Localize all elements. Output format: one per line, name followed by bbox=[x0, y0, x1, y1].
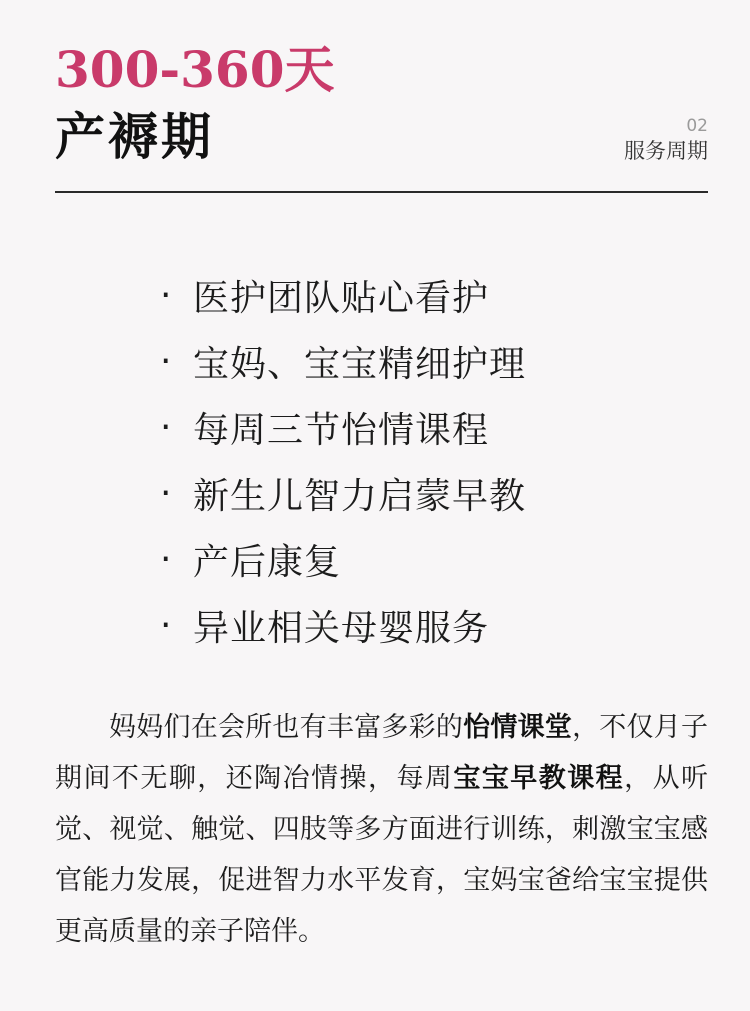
feature-text: 宝妈、宝宝精细护理 bbox=[193, 343, 527, 385]
feature-text: 每周三节怡情课程 bbox=[193, 409, 490, 451]
feature-item bbox=[160, 460, 526, 526]
section-label: 服务周期 bbox=[624, 139, 708, 163]
description-paragraph bbox=[55, 702, 708, 957]
highlight-mood-class: 怡情课堂 bbox=[463, 712, 573, 743]
feature-text: 异业相关母婴服务 bbox=[193, 607, 490, 649]
highlight-early-education: 宝宝早教课程 bbox=[453, 763, 625, 794]
feature-list bbox=[160, 262, 526, 658]
description-text: ，不仅月子期间不无聊，还陶冶情操，每周 bbox=[55, 712, 709, 794]
bullet-dot-icon: · bbox=[160, 274, 172, 316]
feature-item bbox=[160, 262, 526, 328]
bullet-dot-icon: · bbox=[160, 604, 172, 646]
bullet-dot-icon: · bbox=[160, 472, 172, 514]
period-title: 产褥期 bbox=[55, 108, 214, 166]
day-range-heading: 300-360天 bbox=[55, 40, 335, 99]
section-number: 02 bbox=[686, 116, 708, 136]
feature-item bbox=[160, 328, 526, 394]
bullet-dot-icon: · bbox=[160, 406, 172, 448]
feature-item bbox=[160, 592, 526, 658]
header-divider bbox=[55, 191, 708, 193]
description-text: 妈妈们在会所也有丰富多彩的 bbox=[109, 712, 464, 743]
feature-text: 产后康复 bbox=[193, 541, 342, 583]
feature-text: 医护团队贴心看护 bbox=[193, 277, 490, 319]
feature-text: 新生儿智力启蒙早教 bbox=[193, 475, 527, 517]
feature-item bbox=[160, 394, 526, 460]
description-text: ，从听觉、视觉、触觉、四肢等多方面进行训练，刺激宝宝感官能力发展，促进智力水平发育，宝妈宝爸给宝宝提供更高质量的亲子陪伴。 bbox=[55, 763, 709, 947]
feature-item bbox=[160, 526, 526, 592]
bullet-dot-icon: · bbox=[160, 538, 172, 580]
bullet-dot-icon: · bbox=[160, 340, 172, 382]
